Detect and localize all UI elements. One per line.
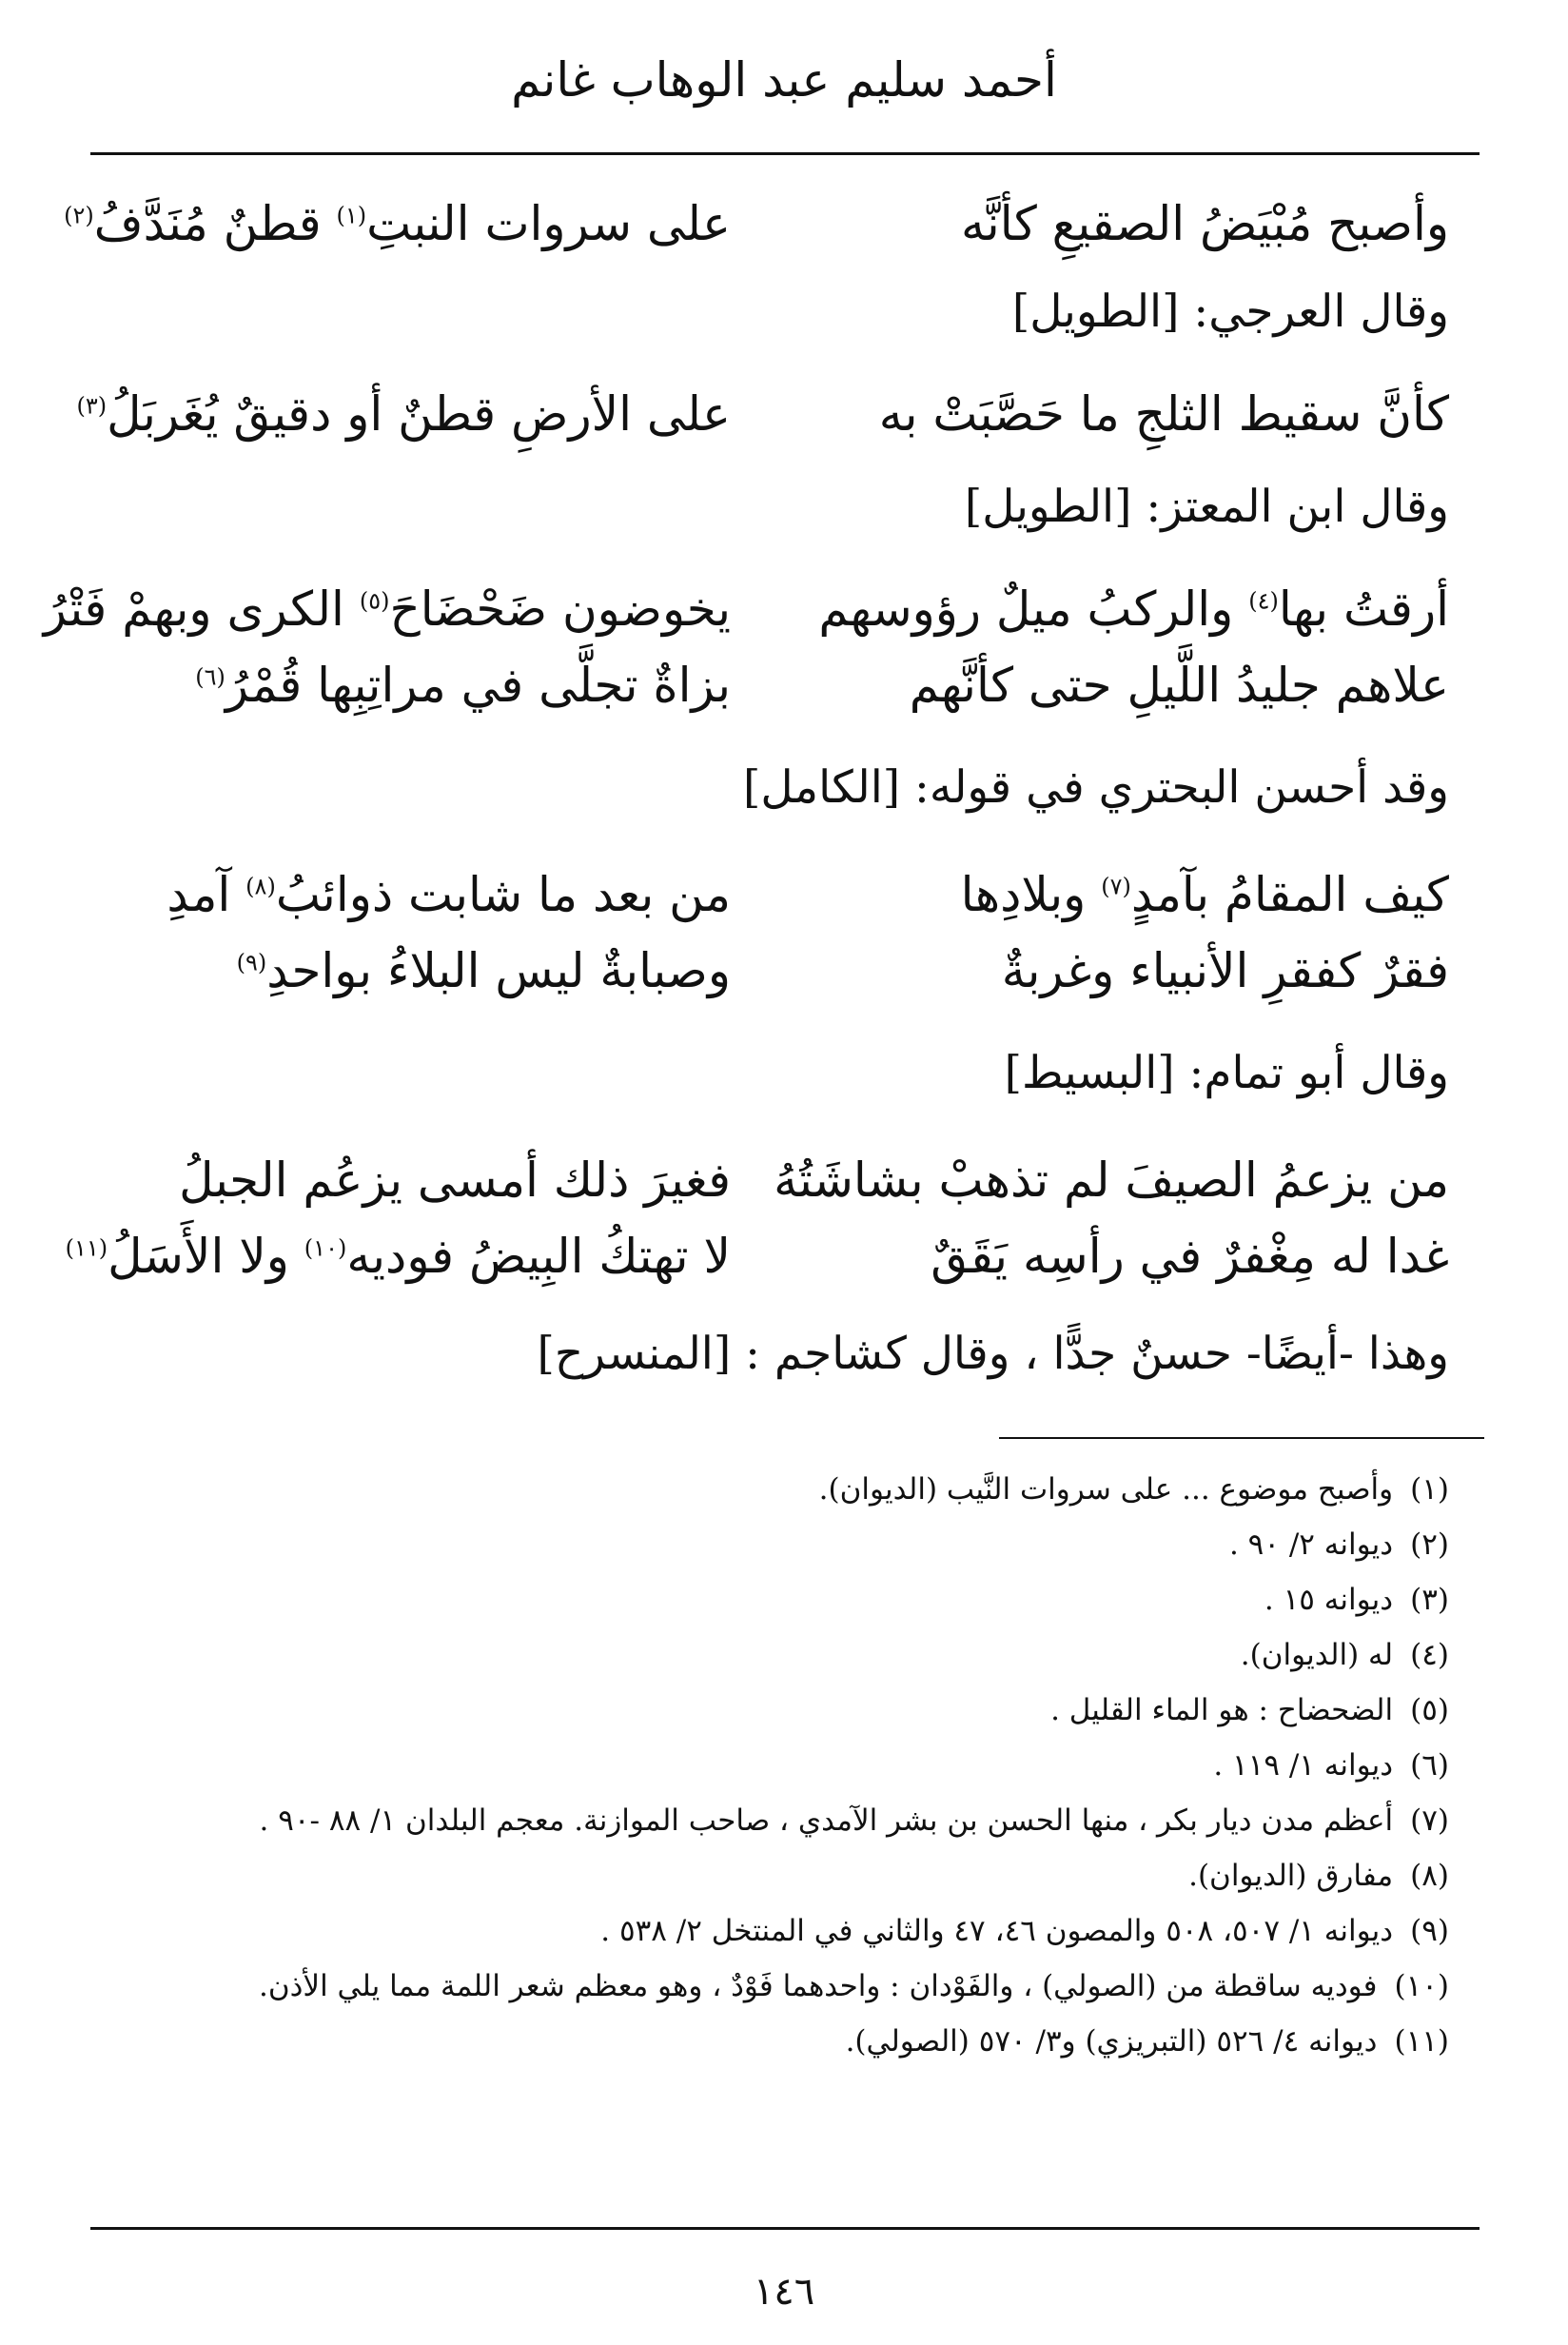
footnote-ref: (١٠) — [304, 1234, 347, 1262]
footnote-number: (١) — [1410, 1472, 1449, 1507]
verse-first-hemistich: غدا له مِغْفرٌ في رأسِه يَقَقٌ — [931, 1229, 1449, 1284]
poem-intro: وقد أحسن البحتري في قوله: [الكامل] — [743, 761, 1449, 814]
footnote-text: أعظم مدن ديار بكر ، منها الحسن بن بشر الآمدي ، صاحب الموازنة. معجم البلدان ١/ ٨٨ -٩٠ . — [259, 1803, 1394, 1838]
verse-first-hemistich: أرقتُ بها$^{(٤)}$ والركبُ ميلٌ رؤوسهم — [818, 581, 1449, 637]
verse-second-hemistich: على الأرضِ قطنٌ أو دقيقٌ يُغَربَلُ$^{(٣)}$ — [76, 386, 731, 442]
footnote-text: ديوانه ١٥ . — [1264, 1583, 1394, 1617]
verse-line — [117, 861, 1449, 928]
footnote-number: (٢) — [1410, 1527, 1449, 1562]
footnote-ref: (٢) — [64, 202, 94, 229]
footnote — [1213, 1746, 1449, 1784]
footnote-number: (٥) — [1410, 1693, 1449, 1727]
page-number: ١٤٦ — [753, 2270, 815, 2314]
footnote-number: (٦) — [1410, 1748, 1449, 1783]
poem-intro: وهذا -أيضًا- حسنٌ جدًّا ، وقال كشاجم : [المنسرح] — [537, 1328, 1449, 1380]
footnote — [1264, 1581, 1449, 1619]
footnote-text: ديوانه ١/ ٥٠٧، ٥٠٨ والمصون ٤٦، ٤٧ والثاني في المنتخل ٢/ ٥٣٨ . — [600, 1914, 1394, 1948]
footnote — [1241, 1636, 1449, 1674]
footnote-number: (٤) — [1410, 1638, 1449, 1672]
footnote-ref: (٧) — [1101, 873, 1131, 900]
footnote-ref: (١) — [336, 202, 367, 229]
footnote-ref: (٨) — [245, 873, 276, 900]
verse-first-hemistich: وأصبح مُبْيَضُ الصقيعِ كأنَّه — [961, 196, 1449, 251]
verse-second-hemistich: فغيرَ ذلك أمسى يزعُم الجبلُ — [179, 1153, 731, 1208]
footnote-number: (٩) — [1410, 1914, 1449, 1948]
page-header-title: أحمد سليم عبد الوهاب غانم — [511, 52, 1057, 108]
footnote — [1188, 1857, 1449, 1895]
verse-first-hemistich: فقرٌ كفقرِ الأنبياء وغربةٌ — [1001, 943, 1449, 998]
footnote — [259, 1802, 1449, 1840]
footnote-text: وأصبح موضوع ... على سروات النَّيب (الديوان). — [818, 1472, 1394, 1507]
footnote-ref: (٥) — [359, 587, 390, 615]
footnote-separator — [999, 1437, 1484, 1439]
footnote — [259, 1967, 1449, 2005]
footnote-text: مفارق (الديوان). — [1188, 1859, 1394, 1893]
footnote-text: فوديه ساقطة من (الصولي) ، والفَوْدان : واحدهما فَوْدٌ ، وهو معظم شعر اللمة مما يلي الأذن. — [258, 1969, 1378, 2003]
footnote — [1229, 1526, 1449, 1564]
verse-second-hemistich: بزاةٌ تجلَّى في مراتِبِها قُمْرُ$^{(٦)}$ — [195, 658, 731, 713]
poem-intro: وقال ابن المعتز: [الطويل] — [964, 481, 1449, 533]
footnote-ref: (١١) — [65, 1234, 108, 1262]
verse-line — [117, 937, 1449, 1004]
poem-intro: وقال أبو تمام: [البسيط] — [1004, 1047, 1449, 1099]
verse-line — [43, 576, 1449, 642]
footer-rule — [90, 2227, 1480, 2230]
verse-line — [64, 190, 1449, 257]
poem-intro: وقال العرجي: [الطويل] — [1011, 286, 1449, 338]
footnote-ref: (٣) — [76, 392, 108, 420]
verse-second-hemistich: من بعد ما شابت ذوائبُ$^{(٨)}$ آمدِ — [167, 867, 731, 922]
verse-line — [76, 381, 1449, 447]
verse-line — [117, 652, 1449, 719]
footnote — [846, 2022, 1449, 2060]
footnote-ref: (٩) — [236, 949, 267, 976]
footnote — [600, 1912, 1449, 1950]
footnote-text: له (الديوان). — [1240, 1638, 1394, 1672]
footnote-number: (٧) — [1410, 1803, 1449, 1838]
verse-first-hemistich: كيف المقامُ بآمدٍ$^{(٧)}$ وبلادِها — [960, 867, 1449, 922]
verse-second-hemistich: يخوضون ضَحْضَاحَ$^{(٥)}$ الكرى وبهمْ فَتْرُ — [43, 581, 731, 637]
footnote-text: ديوانه ٢/ ٩٠ . — [1228, 1527, 1394, 1562]
footnote — [819, 1470, 1449, 1508]
footnote-number: (٣) — [1410, 1583, 1449, 1617]
footnote-text: ديوانه ١/ ١١٩ . — [1213, 1748, 1394, 1783]
footnote-text: الضحضاح : هو الماء القليل . — [1050, 1693, 1394, 1727]
verse-first-hemistich: علاهم جليدُ اللَّيلِ حتى كأنَّهم — [909, 658, 1449, 713]
verse-line — [117, 1147, 1449, 1213]
footnote-text: ديوانه ٤/ ٥٢٦ (التبريزي) و٣/ ٥٧٠ (الصولي). — [845, 2024, 1378, 2059]
footnote-number: (١٠) — [1394, 1969, 1449, 2003]
footnote-ref: (٦) — [195, 663, 225, 691]
verse-first-hemistich: من يزعمُ الصيفَ لم تذهبْ بشاشَتُهُ — [774, 1153, 1449, 1208]
footnote-ref: (٤) — [1248, 587, 1279, 615]
header-rule — [90, 152, 1480, 155]
verse-second-hemistich: وصبابةٌ ليس البلاءُ بواحدِ$^{(٩)}$ — [236, 943, 731, 998]
verse-second-hemistich: لا تهتكُ البِيضُ فوديه$^{(١٠)}$ ولا الأَسَلُ$^{(١١)}$ — [65, 1229, 731, 1284]
verse-first-hemistich: كأنَّ سقيط الثلجِ ما حَصَّبَتْ به — [878, 386, 1449, 442]
footnote — [1050, 1691, 1449, 1729]
verse-second-hemistich: على سروات النبتِ$^{(١)}$ قطنٌ مُنَدَّفُ$^{(٢)}$ — [64, 196, 731, 251]
footnote-number: (١١) — [1394, 2024, 1449, 2059]
footnote-number: (٨) — [1410, 1859, 1449, 1893]
verse-line — [65, 1223, 1449, 1290]
